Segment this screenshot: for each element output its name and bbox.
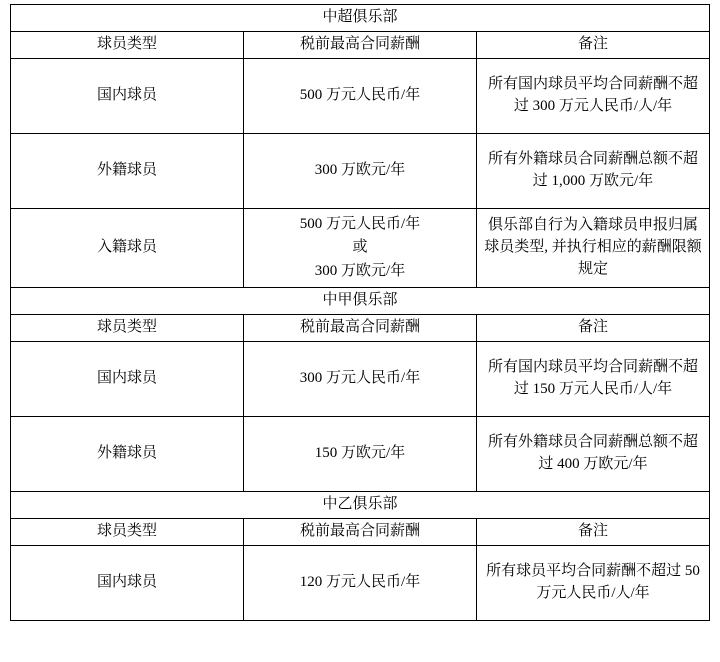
column-header-note: 备注 [477, 314, 710, 341]
cell-note: 俱乐部自行为入籍球员申报归属球员类型, 并执行相应的薪酬限额规定 [477, 209, 710, 288]
column-header-row [11, 314, 710, 341]
column-header-type: 球员类型 [11, 518, 244, 545]
column-header-type: 球员类型 [11, 32, 244, 59]
cell-note: 所有球员平均合同薪酬不超过 50 万元人民币/人/年 [477, 545, 710, 620]
column-header-salary: 税前最高合同薪酬 [244, 314, 477, 341]
column-header-note: 备注 [477, 518, 710, 545]
cell-note: 所有国内球员平均合同薪酬不超过 300 万元人民币/人/年 [477, 59, 710, 134]
section-header-row [11, 491, 710, 518]
cell-salary: 120 万元人民币/年 [244, 545, 477, 620]
table-row [11, 416, 710, 491]
cell-player-type: 国内球员 [11, 341, 244, 416]
column-header-type: 球员类型 [11, 314, 244, 341]
cell-player-type: 入籍球员 [11, 209, 244, 288]
cell-salary: 300 万欧元/年 [244, 134, 477, 209]
column-header-salary: 税前最高合同薪酬 [244, 32, 477, 59]
column-header-note: 备注 [477, 32, 710, 59]
section-header-row [11, 5, 710, 32]
section-title: 中甲俱乐部 [11, 287, 710, 314]
section-title: 中乙俱乐部 [11, 491, 710, 518]
cell-note: 所有国内球员平均合同薪酬不超过 150 万元人民币/人/年 [477, 341, 710, 416]
section-title: 中超俱乐部 [11, 5, 710, 32]
salary-line: 300 万欧元/年 [314, 262, 406, 279]
cell-salary: 500 万元人民币/年 [244, 59, 477, 134]
cell-salary: 150 万欧元/年 [244, 416, 477, 491]
cell-player-type: 外籍球员 [11, 134, 244, 209]
table-row [11, 134, 710, 209]
cell-player-type: 外籍球员 [11, 416, 244, 491]
cell-salary [244, 209, 477, 288]
table-row [11, 59, 710, 134]
table-row [11, 545, 710, 620]
cell-player-type: 国内球员 [11, 59, 244, 134]
column-header-row [11, 32, 710, 59]
salary-line: 500 万元人民币/年 [299, 216, 421, 232]
column-header-row [11, 518, 710, 545]
salary-limits-table [10, 4, 710, 621]
salary-line: 或 [352, 239, 368, 256]
cell-note: 所有外籍球员合同薪酬总额不超过 400 万欧元/年 [477, 416, 710, 491]
cell-note: 所有外籍球员合同薪酬总额不超过 1,000 万欧元/年 [477, 134, 710, 209]
table-body [11, 5, 710, 621]
cell-salary: 300 万元人民币/年 [244, 341, 477, 416]
cell-player-type: 国内球员 [11, 545, 244, 620]
table-row [11, 341, 710, 416]
section-header-row [11, 287, 710, 314]
column-header-salary: 税前最高合同薪酬 [244, 518, 477, 545]
table-row [11, 209, 710, 288]
